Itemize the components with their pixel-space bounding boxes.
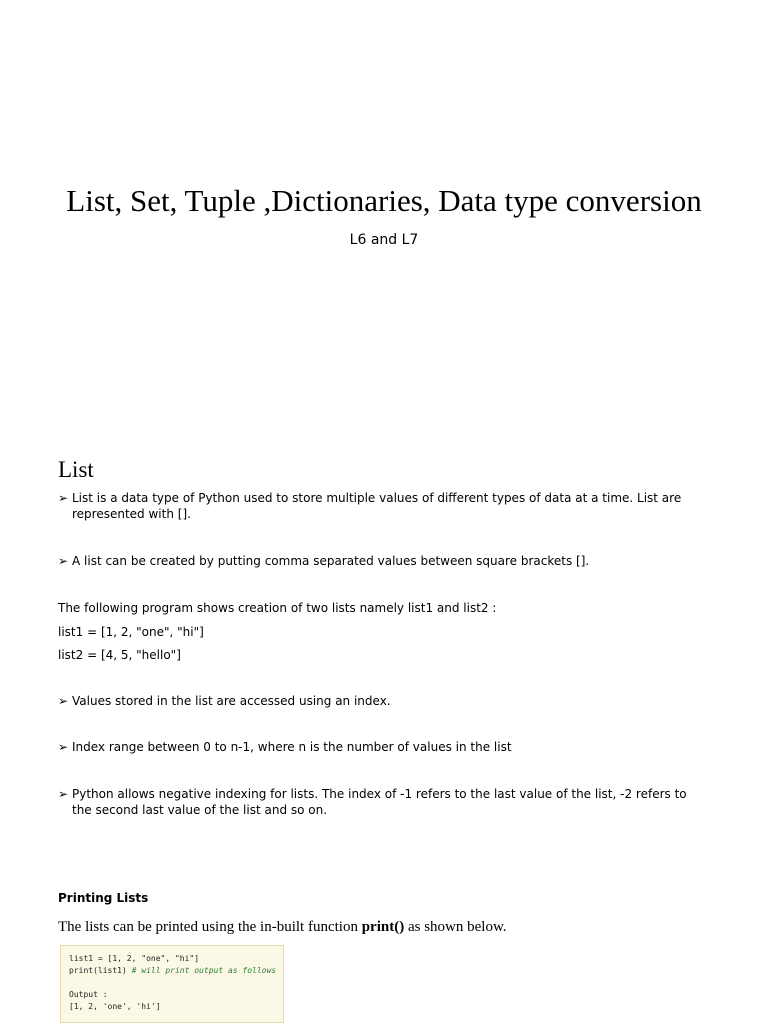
slide-title: List, Set, Tuple ,Dictionaries, Data type conversion <box>66 183 702 218</box>
print-function-name: print() <box>361 919 405 935</box>
arrow-bullet-icon: ➢ <box>58 491 69 505</box>
code-statement: print(list1) <box>69 966 132 975</box>
printing-lists-heading: Printing Lists <box>58 891 149 905</box>
printing-text-after: as shown below. <box>404 919 507 935</box>
bullet-item <box>58 553 688 569</box>
code-line: [1, 2, 'one', 'hi'] <box>69 1002 161 1011</box>
arrow-bullet-icon: ➢ <box>58 787 69 801</box>
bullet-text: Python allows negative indexing for lists. The index of -1 refers to the last value of the list, -2 refers to the second last value of the list and so on. <box>72 787 687 817</box>
arrow-bullet-icon: ➢ <box>58 740 69 754</box>
bullet-item <box>58 490 688 522</box>
slide-subtitle: L6 and L7 <box>349 232 419 248</box>
printing-text-before: The lists can be printed using the in-built function <box>58 919 362 935</box>
bullet-text: A list can be created by putting comma separated values between square brackets []. <box>72 554 590 568</box>
section-heading-list: List <box>58 457 94 482</box>
code-line: Output : <box>69 990 108 999</box>
example-line: list1 = [1, 2, "one", "hi"] <box>58 625 204 639</box>
bullet-item <box>58 786 688 818</box>
bullet-text: Values stored in the list are accessed using an index. <box>72 694 391 708</box>
list-slide <box>0 440 768 1024</box>
bullet-item <box>58 739 688 755</box>
code-line <box>69 965 275 977</box>
printing-description <box>58 917 507 937</box>
code-line: list1 = [1, 2, "one", "hi"] <box>69 954 200 963</box>
bullet-text: Index range between 0 to n-1, where n is the number of values in the list <box>72 740 512 754</box>
example-intro: The following program shows creation of two lists namely list1 and list2 : <box>58 601 497 615</box>
bullet-text: List is a data type of Python used to store multiple values of different types of data at a time. List are represented with []. <box>72 491 682 521</box>
example-line: list2 = [4, 5, "hello"] <box>58 648 181 662</box>
code-comment: # will print output as follows <box>131 966 277 975</box>
bullet-item <box>58 693 688 709</box>
arrow-bullet-icon: ➢ <box>58 694 69 708</box>
title-slide <box>0 0 768 440</box>
code-example-box <box>60 945 284 1023</box>
arrow-bullet-icon: ➢ <box>58 554 69 568</box>
code-blank-line <box>69 977 275 989</box>
